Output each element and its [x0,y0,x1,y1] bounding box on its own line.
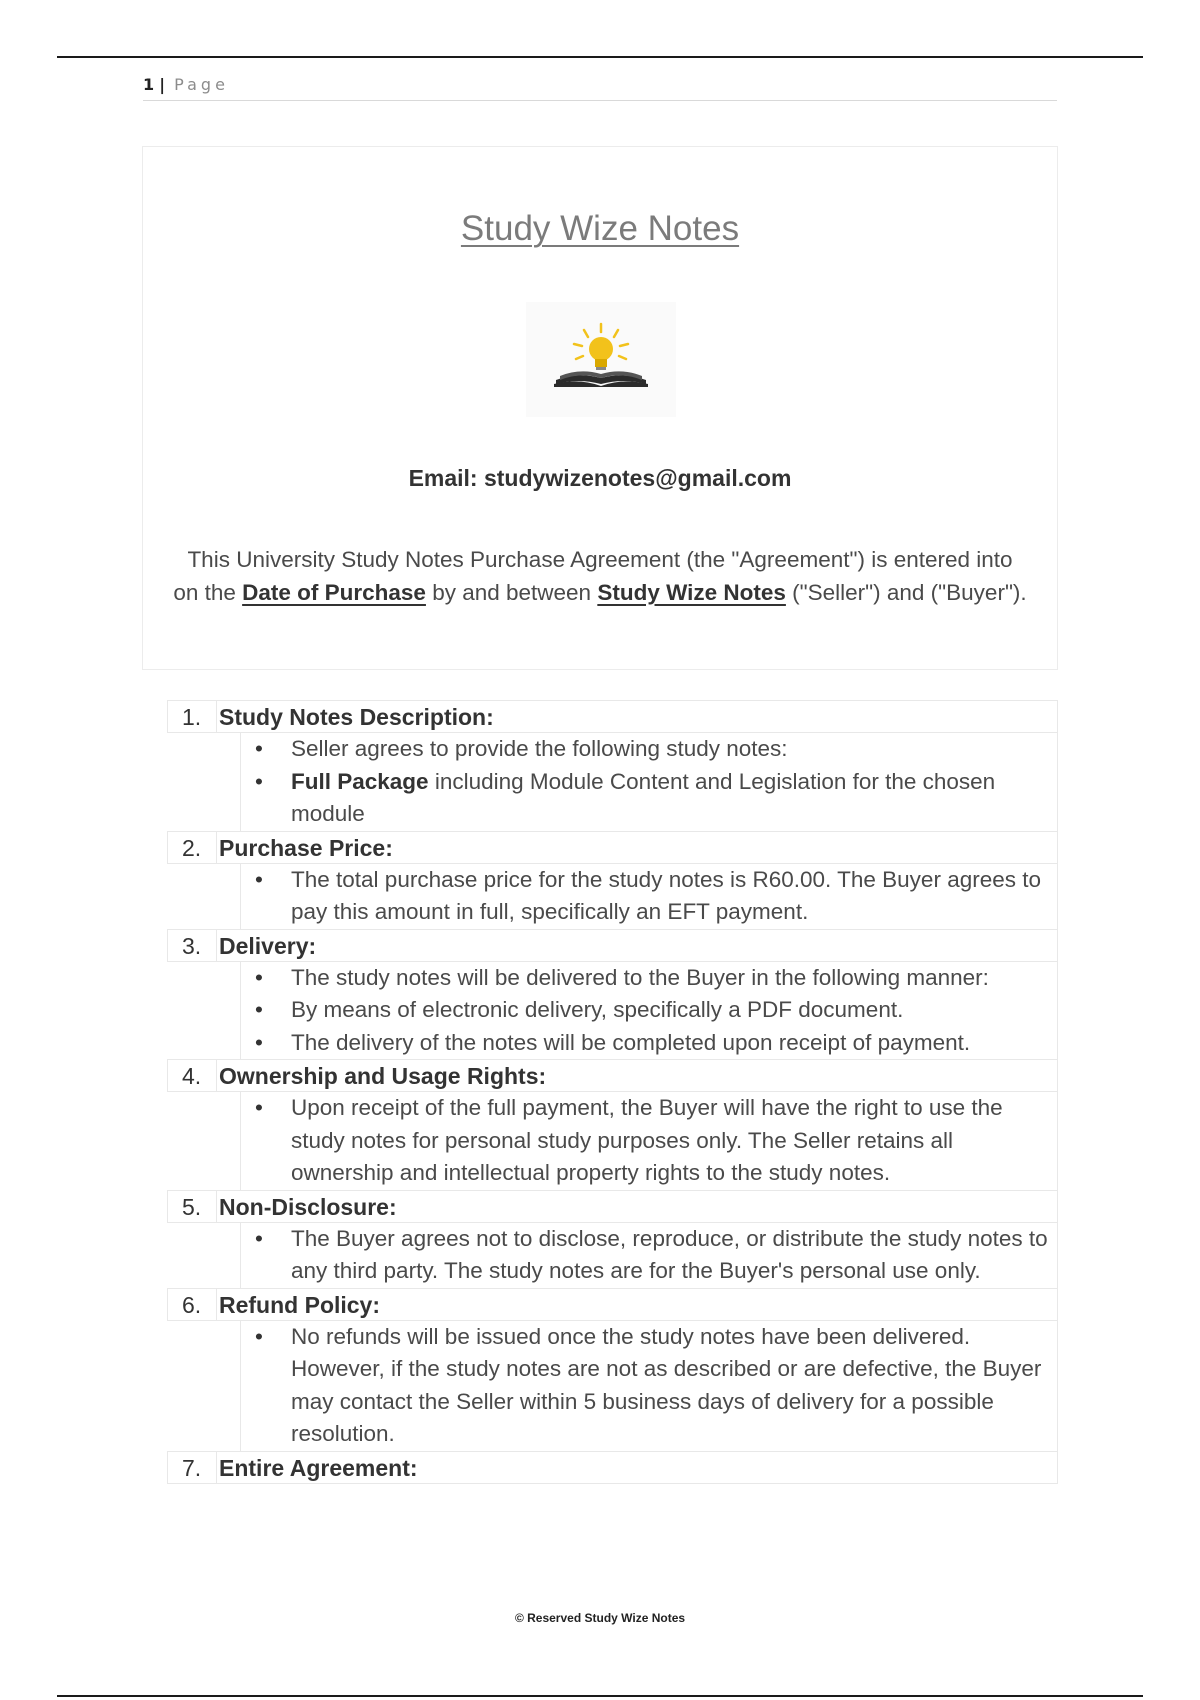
bullet-text: Upon receipt of the full payment, the Buyer will have the right to use the study notes for personal study purposes only. The Seller retains all ownership and intellectual property rights to the study notes. [291,1095,1003,1185]
page-number: 1 [143,75,155,94]
bullet-icon: • [255,964,263,990]
footer-copyright: © Reserved Study Wize Notes [514,1611,686,1625]
list-item [241,864,1057,929]
page-separator: | [159,75,166,94]
clause-divider [216,930,217,961]
seller-name: Study Wize Notes [597,580,786,605]
clause-divider [216,1191,217,1222]
bullet-icon: • [255,736,263,761]
page-label: Page [174,75,229,94]
bullet-text: The study notes will be delivered to the Buyer in the following manner: [291,964,989,990]
clause-heading [167,1059,1058,1092]
bullet-text: The delivery of the notes will be completed upon receipt of payment. [291,1029,971,1055]
agreement-clauses [167,700,1058,1484]
clause-number: 7. [182,1454,202,1481]
top-rule [57,56,1143,58]
lightbulb-book-logo-icon [526,302,676,417]
clause-heading [167,700,1058,733]
list-item [241,1321,1057,1451]
clause-number: 5. [182,1193,202,1220]
list-item [241,733,1057,766]
intro-line-1: This University Study Notes Purchase Agreement (the "Agreement") is entered into [187,547,1013,572]
bullet-text: No refunds will be issued once the study notes have been delivered. However, if the study notes are not as described or are defective, the Buyer may contact the Seller within 5 business days of delivery for a possible resolution. [291,1323,1042,1446]
clause-divider [216,1060,217,1091]
bottom-rule [57,1695,1143,1697]
list-item [241,1223,1057,1288]
bullet-icon: • [255,768,263,794]
clause-divider [216,1289,217,1320]
clause-bullets [240,1321,1058,1451]
bullet-icon: • [255,1029,263,1055]
clause-title: Study Notes Description: [219,704,494,730]
clause-title: Ownership and Usage Rights: [219,1063,547,1089]
bullet-text: By means of electronic delivery, specifically a PDF document. [291,997,904,1022]
bullet-icon: • [255,866,263,892]
list-item [241,962,1057,995]
bullet-text: The Buyer agrees not to disclose, reproduce, or distribute the study notes to any third party. The study notes are for the Buyer's personal use only. [291,1225,1048,1283]
clause-title: Entire Agreement: [219,1454,418,1481]
page-header [143,74,1057,101]
clause-number: 3. [182,932,202,959]
document-title: Study Wize Notes [460,209,740,248]
clause-heading [167,1190,1058,1223]
clause-number: 1. [182,704,202,730]
clause-heading [167,1451,1058,1484]
clause-heading [167,1288,1058,1321]
clause-bullets [240,962,1058,1060]
bullet-icon: • [255,997,263,1022]
title-box [142,146,1058,670]
bullet-text: including Module Content and Legislation for the chosen module [291,768,996,826]
list-item [241,994,1057,1027]
bullet-icon: • [255,1225,263,1251]
clause-bullets [240,1092,1058,1190]
clause-title: Purchase Price: [219,834,393,861]
clause-number: 6. [182,1291,202,1318]
bullet-icon: • [255,1095,263,1120]
clause-heading [167,831,1058,864]
list-item [241,766,1057,831]
list-item [241,1027,1057,1060]
bullet-bold-text: Full Package [291,768,429,794]
bullet-icon: • [255,1323,263,1349]
clause-divider [216,832,217,863]
clause-title: Refund Policy: [219,1291,381,1318]
clause-bullets [240,864,1058,929]
intro-line-2: on the Date of Purchase by and between Study Wize Notes ("Seller") and ("Buyer"). [173,580,1027,605]
intro-paragraph [143,543,1057,609]
clause-bullets [240,733,1058,831]
bullet-text: Seller agrees to provide the following study notes: [291,736,788,761]
clause-number: 2. [182,834,202,861]
list-item [241,1092,1057,1190]
clause-number: 4. [182,1063,202,1089]
clause-divider [216,701,217,732]
date-of-purchase: Date of Purchase [242,580,426,605]
clause-title: Non-Disclosure: [219,1193,397,1220]
bullet-text: The total purchase price for the study notes is R60.00. The Buyer agrees to pay this amount in full, specifically an EFT payment. [291,866,1042,924]
clause-bullets [240,1223,1058,1288]
clause-divider [216,1452,217,1483]
clause-title: Delivery: [219,932,317,959]
contact-email: Email: studywizenotes@gmail.com [408,465,792,491]
clause-heading [167,929,1058,962]
